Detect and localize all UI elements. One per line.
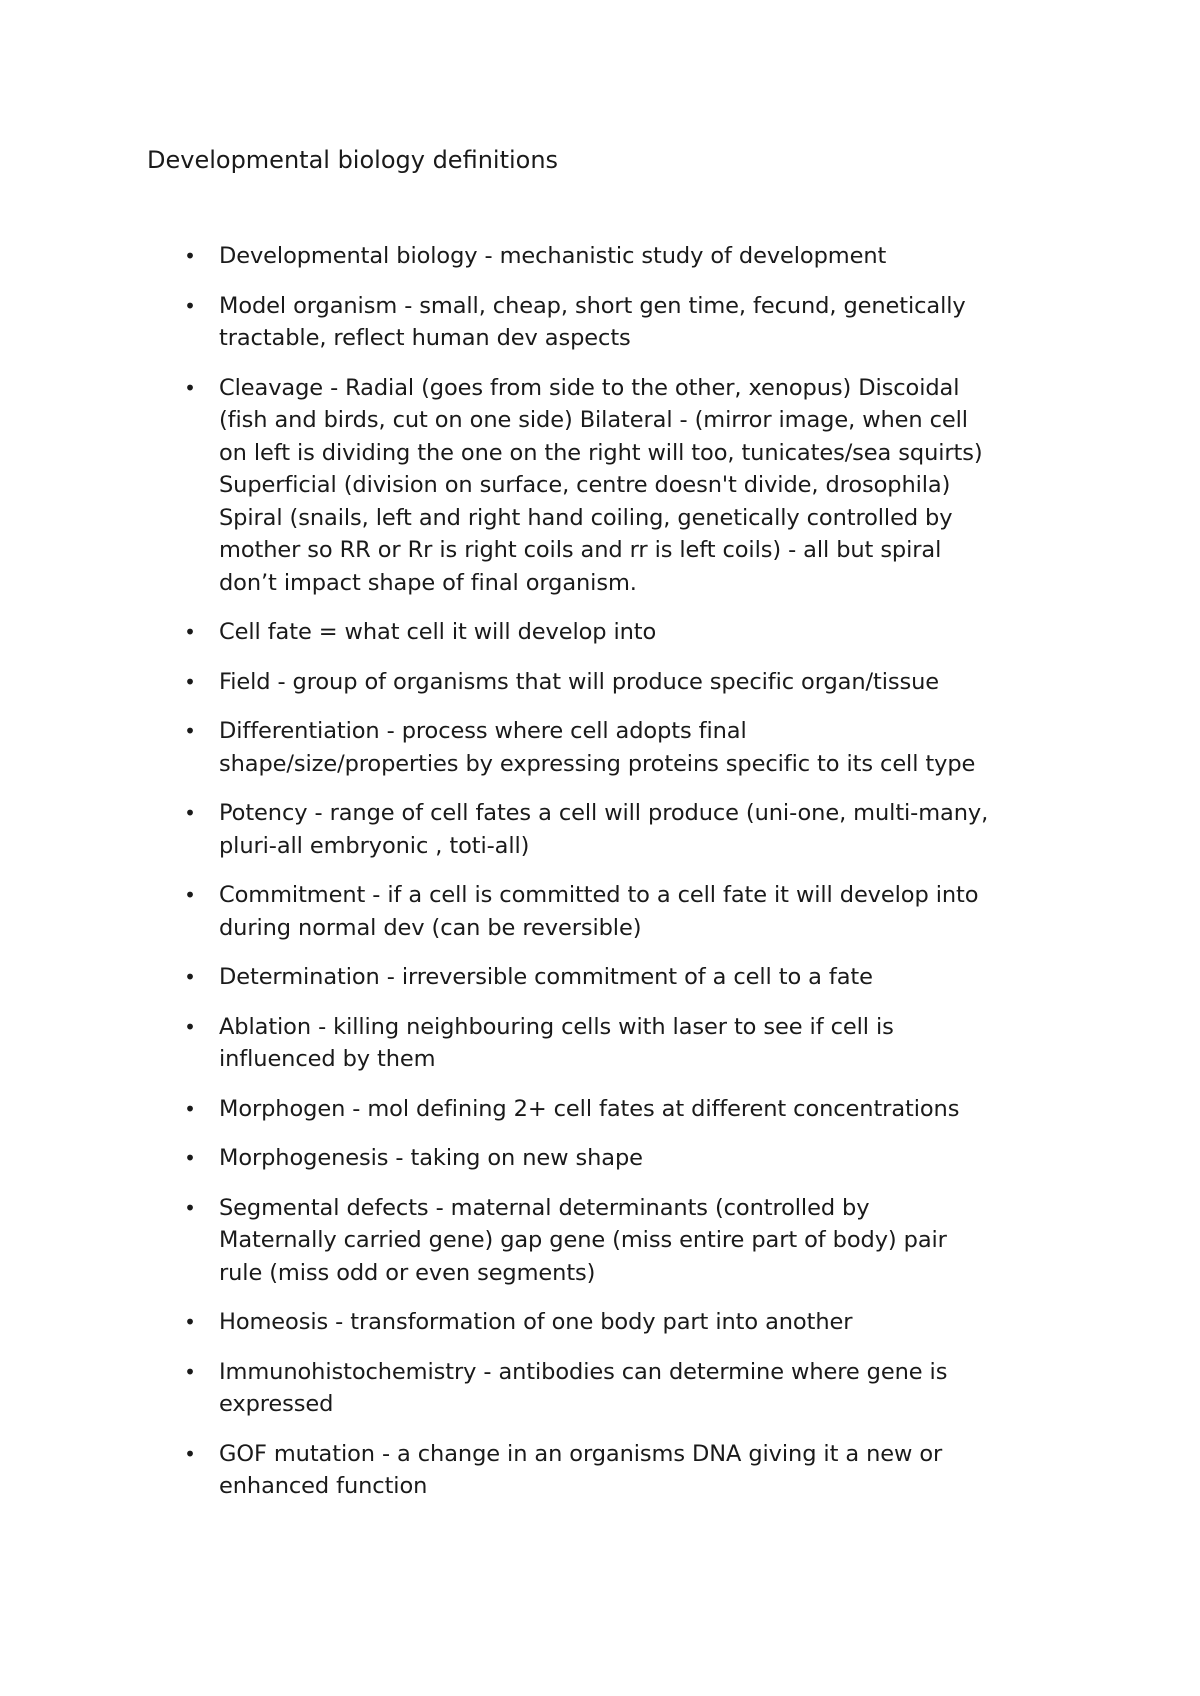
- bullet-icon: •: [184, 620, 196, 644]
- definition-line: Differentiation - process where cell adopts final: [219, 718, 747, 744]
- list-item: [0, 290, 1200, 355]
- bullet-icon: •: [184, 375, 196, 400]
- bullet-icon: •: [184, 719, 196, 743]
- bullet-icon: •: [184, 1441, 196, 1466]
- list-item: [0, 616, 1200, 649]
- list-item: [0, 1192, 1200, 1290]
- definition-line: Ablation - killing neighbouring cells with laser to see if cell is: [219, 1013, 894, 1040]
- definition-text: [219, 879, 1070, 944]
- list-item: [0, 797, 1200, 862]
- list-item: [0, 961, 1200, 994]
- definition-line: Segmental defects - maternal determinants (controlled by: [219, 1194, 870, 1221]
- bullet-icon: •: [184, 1195, 196, 1220]
- definition-line: don’t impact shape of final organism.: [219, 569, 637, 596]
- definition-line: Maternally carried gene) gap gene (miss entire part of body) pair: [219, 1227, 947, 1253]
- list-item: [0, 1142, 1200, 1175]
- definition-text: [219, 961, 1070, 994]
- definition-line: Immunohistochemistry - antibodies can determine where gene is: [219, 1358, 948, 1385]
- definition-text: [219, 240, 1070, 273]
- definition-line: shape/size/properties by expressing proteins specific to its cell type: [219, 750, 976, 777]
- bullet-icon: •: [184, 1310, 196, 1334]
- bullet-icon: •: [184, 669, 196, 694]
- definition-line: Superficial (division on surface, centre doesn't divide, drosophila): [219, 472, 951, 498]
- definition-line: Cell fate = what cell it will develop into: [219, 619, 657, 645]
- list-item: [0, 372, 1200, 600]
- definition-line: Potency - range of cell fates a cell will produce (uni-one, multi-many,: [219, 800, 989, 826]
- definition-line: Field - group of organisms that will produce specific organ/tissue: [219, 668, 939, 695]
- definition-line: tractable, reflect human dev aspects: [219, 325, 631, 351]
- definition-text: [219, 372, 1070, 600]
- definition-line: Homeosis - transformation of one body part into another: [219, 1309, 853, 1335]
- bullet-icon: •: [184, 1096, 196, 1121]
- definition-line: rule (miss odd or even segments): [219, 1259, 596, 1286]
- bullet-icon: •: [184, 801, 196, 825]
- definition-text: [219, 666, 1070, 699]
- document-title: Developmental biology definitions: [147, 146, 559, 174]
- definition-line: GOF mutation - a change in an organisms DNA giving it a new or: [219, 1440, 943, 1467]
- bullet-icon: •: [184, 965, 196, 989]
- list-item: [0, 715, 1200, 780]
- definition-line: Commitment - if a cell is committed to a cell fate it will develop into: [219, 882, 979, 908]
- list-item: [0, 1093, 1200, 1126]
- definition-text: [219, 715, 1070, 780]
- definition-line: Cleavage - Radial (goes from side to the other, xenopus) Discoidal: [219, 374, 960, 401]
- bullet-icon: •: [184, 293, 196, 318]
- definition-line: Spiral (snails, left and right hand coiling, genetically controlled by: [219, 504, 953, 531]
- definition-text: [219, 290, 1070, 355]
- bullet-icon: •: [184, 244, 196, 268]
- bullet-icon: •: [184, 883, 196, 907]
- definition-text: [219, 1438, 1070, 1503]
- definition-line: (fish and birds, cut on one side) Bilateral - (mirror image, when cell: [219, 407, 968, 433]
- definition-line: on left is dividing the one on the right will too, tunicates/sea squirts): [219, 439, 983, 466]
- list-item: [0, 879, 1200, 944]
- definition-text: [219, 1142, 1070, 1175]
- definition-text: [219, 1306, 1070, 1339]
- list-item: [0, 1438, 1200, 1503]
- definition-line: Morphogenesis - taking on new shape: [219, 1145, 643, 1171]
- definition-line: Model organism - small, cheap, short gen time, fecund, genetically: [219, 292, 966, 319]
- definition-line: mother so RR or Rr is right coils and rr is left coils) - all but spiral: [219, 537, 942, 563]
- definition-line: pluri-all embryonic , toti-all): [219, 832, 530, 859]
- definition-line: during normal dev (can be reversible): [219, 914, 642, 941]
- definition-line: enhanced function: [219, 1473, 428, 1499]
- definition-text: [219, 1192, 1070, 1290]
- bullet-icon: •: [184, 1359, 196, 1384]
- definition-text: [219, 1093, 1070, 1126]
- definition-line: influenced by them: [219, 1046, 436, 1072]
- list-item: [0, 1011, 1200, 1076]
- list-item: [0, 1356, 1200, 1421]
- bullet-icon: •: [184, 1014, 196, 1039]
- definition-list: [0, 240, 1200, 1520]
- definition-text: [219, 616, 1070, 649]
- definition-text: [219, 1356, 1070, 1421]
- definition-text: [219, 797, 1070, 862]
- bullet-icon: •: [184, 1146, 196, 1170]
- list-item: [0, 240, 1200, 273]
- list-item: [0, 1306, 1200, 1339]
- definition-line: expressed: [219, 1391, 334, 1417]
- definition-text: [219, 1011, 1070, 1076]
- definition-line: Morphogen - mol defining 2+ cell fates at different concentrations: [219, 1095, 960, 1122]
- list-item: [0, 666, 1200, 699]
- definition-line: Developmental biology - mechanistic study of development: [219, 243, 887, 269]
- definition-line: Determination - irreversible commitment of a cell to a fate: [219, 964, 873, 990]
